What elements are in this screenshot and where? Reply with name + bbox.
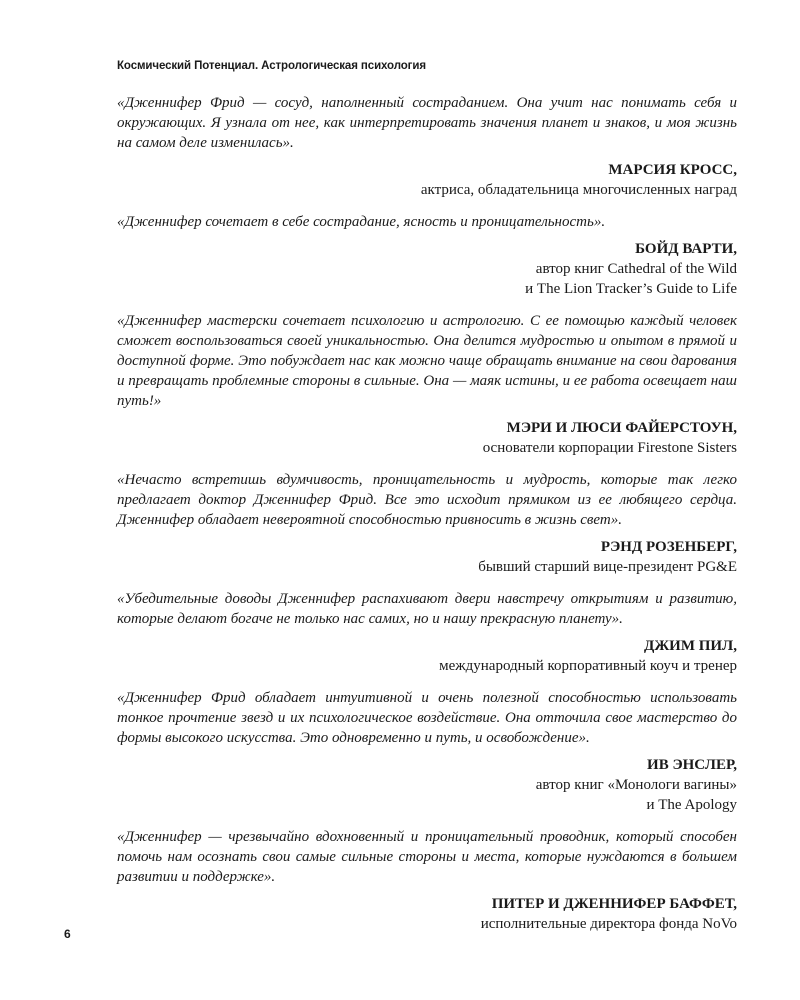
author-role: основатели корпорации Firestone Sisters (482, 440, 737, 456)
testimonial-attribution (117, 537, 737, 577)
testimonials-list (117, 93, 737, 946)
testimonial-quote: «Дженнифер Фрид обладает интуитивной и очень полезной способностью использовать тонкое прочтение звезд и их психологическое воздействие. Она отточила свое мастерство до формы высокого искусства. Это одновременно и путь, и освобождение». (117, 690, 737, 746)
testimonial-attribution (117, 894, 737, 934)
author-role: бывший старший вице-президент PG&E (478, 559, 737, 575)
testimonial (117, 589, 737, 676)
testimonial-quote: «Нечасто встретишь вдумчивость, проницательность и мудрость, которые так легко предлагает доктор Дженнифер Фрид. Все это исходит прямиком из ее любящего сердца. Дженнифер обладает невероятной способностью привносить в жизнь свет». (117, 472, 737, 528)
page-number: 6 (64, 927, 71, 941)
author-name: ДЖИМ ПИЛ, (644, 638, 737, 654)
author-name: ИВ ЭНСЛЕР, (647, 757, 737, 773)
testimonial-quote: «Убедительные доводы Дженнифер распахивают двери навстречу открытиям и развитию, которые делают богаче не только нас самих, но и нашу прекрасную планету». (117, 591, 737, 627)
testimonial (117, 688, 737, 815)
testimonial-attribution (117, 418, 737, 458)
author-name: РЭНД РОЗЕНБЕРГ, (600, 539, 737, 555)
author-name: МАРСИЯ КРОСС, (608, 162, 737, 178)
testimonial (117, 93, 737, 200)
author-name: ПИТЕР И ДЖЕННИФЕР БАФФЕТ, (491, 896, 737, 912)
testimonial-attribution (117, 160, 737, 200)
author-role: и The Lion Tracker’s Guide to Life (525, 281, 737, 297)
testimonial (117, 212, 737, 299)
author-role: международный корпоративный коуч и тренер (439, 658, 737, 674)
testimonial-quote: «Дженнифер Фрид — сосуд, наполненный состраданием. Она учит нас понимать себя и окружающих. Я узнала от нее, как интерпретировать значения планет и знаков, и моя жизнь на самом деле изменилась». (117, 95, 737, 151)
author-role: актриса, обладательница многочисленных наград (420, 182, 737, 198)
testimonial-quote: «Дженнифер мастерски сочетает психологию и астрологию. С ее помощью каждый человек сможет воспользоваться своей уникальностью. Она делится мудростью и опытом в прямой и доступной форме. Это побуждает нас как можно чаще обращать внимание на свои дарования и превращать проблемные стороны в сильные. Она — маяк истины, и ее работа освещает наш путь!» (117, 313, 737, 409)
testimonial-quote: «Дженнифер — чрезвычайно вдохновенный и проницательный проводник, который способен помочь нам осознать свои самые сильные стороны и места, которые нуждаются в большем развитии и поддержке». (117, 829, 737, 885)
author-name: БОЙД ВАРТИ, (635, 241, 737, 257)
testimonial (117, 470, 737, 577)
author-role: автор книг Cathedral of the Wild (535, 261, 737, 277)
author-name: МЭРИ И ЛЮСИ ФАЙЕРСТОУН, (506, 420, 737, 436)
author-role: исполнительные директора фонда NoVo (480, 916, 737, 932)
testimonial-attribution (117, 239, 737, 299)
testimonial (117, 311, 737, 458)
author-role: автор книг «Монологи вагины» (535, 777, 737, 793)
author-role: и The Apology (646, 797, 737, 813)
testimonial (117, 827, 737, 934)
testimonial-attribution (117, 755, 737, 815)
running-header: Космический Потенциал. Астрологическая психология (117, 60, 426, 72)
testimonial-quote: «Дженнифер сочетает в себе сострадание, ясность и проницательность». (117, 214, 606, 230)
testimonial-attribution (117, 636, 737, 676)
